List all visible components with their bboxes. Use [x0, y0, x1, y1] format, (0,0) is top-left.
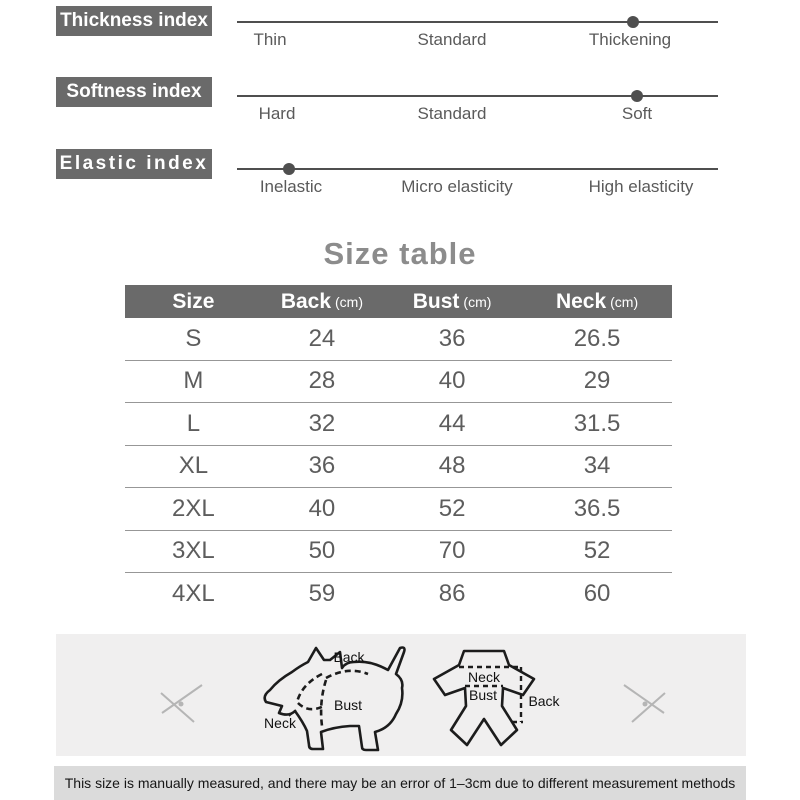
- cell-bust: 36: [438, 324, 466, 352]
- dog-bust-label: Bust: [333, 697, 363, 713]
- elastic-slider-dot: [283, 163, 295, 175]
- cell-bust: 70: [438, 537, 466, 565]
- cell-size: 3XL: [172, 537, 215, 565]
- elastic-slider-track: [237, 168, 718, 170]
- thickness-slider-dot: [627, 16, 639, 28]
- column-header-back: [262, 285, 382, 318]
- cell-size: XL: [178, 452, 209, 480]
- dog-back-label: Back: [333, 649, 365, 665]
- cell-back: 36: [308, 452, 336, 480]
- cell-back: 40: [308, 494, 336, 522]
- cell-bust: 40: [438, 367, 466, 395]
- cell-neck: 36.5: [573, 494, 621, 522]
- table-row-3xl: [125, 531, 672, 574]
- cell-back: 32: [308, 409, 336, 437]
- right-divider-icon: [618, 680, 670, 726]
- column-name: Back: [280, 289, 332, 313]
- elastic-option-micro: Micro elasticity: [401, 177, 513, 196]
- softness-option-standard: Standard: [417, 104, 487, 123]
- thickness-slider-track: [237, 21, 718, 23]
- garment-measurement-diagram: [424, 646, 574, 754]
- garment-neck-label: Neck: [468, 669, 500, 685]
- cell-neck: 31.5: [573, 409, 621, 437]
- elastic-index-label: Elastic index: [56, 149, 212, 179]
- cell-bust: 44: [438, 409, 466, 437]
- table-row-2xl: [125, 488, 672, 531]
- softness-slider-track: [237, 95, 718, 97]
- table-row-m: [125, 361, 672, 404]
- table-row-l: [125, 403, 672, 446]
- softness-index-label: Softness index: [56, 77, 212, 107]
- table-row-s: [125, 318, 672, 361]
- cell-size: L: [186, 409, 201, 437]
- measurement-diagram-panel: [56, 634, 746, 756]
- bust-measure-line: [321, 680, 326, 726]
- measurement-note-text: This size is manually measured, and there may be an error of 1–3cm due to different measurement methods: [64, 775, 736, 791]
- elastic-option-high: High elasticity: [588, 177, 694, 196]
- column-name: Neck: [555, 289, 607, 313]
- cell-neck: 26.5: [573, 324, 621, 352]
- column-header-bust: [382, 285, 522, 318]
- column-header-size: [125, 285, 262, 318]
- thickness-slider: [237, 21, 718, 81]
- size-table: [125, 285, 672, 616]
- column-name: Size: [172, 289, 215, 313]
- cell-size: 4XL: [172, 580, 215, 608]
- dog-measurement-diagram: [256, 640, 432, 752]
- garment-back-label: Back: [528, 693, 560, 709]
- cell-size: M: [183, 367, 204, 395]
- left-divider-icon: [156, 680, 208, 726]
- dog-neck-label: Neck: [264, 715, 296, 731]
- table-row-xl: [125, 446, 672, 489]
- cell-back: 50: [308, 537, 336, 565]
- column-header-neck: [522, 285, 672, 318]
- softness-slider: [237, 95, 718, 155]
- column-name: Bust: [412, 289, 460, 313]
- thickness-option-standard: Standard: [417, 30, 487, 49]
- softness-option-soft: Soft: [621, 104, 653, 123]
- measurement-note-bar: [54, 766, 746, 800]
- column-unit: (cm): [335, 293, 364, 310]
- column-unit: (cm): [610, 293, 639, 310]
- cell-bust: 86: [438, 580, 466, 608]
- cell-neck: 60: [583, 580, 611, 608]
- size-table-header: [125, 285, 672, 318]
- neck-measure-line: [297, 674, 324, 709]
- cell-size: 2XL: [172, 494, 215, 522]
- table-row-4xl: [125, 573, 672, 616]
- column-unit: (cm): [463, 293, 492, 310]
- garment-back-bracket: [512, 667, 523, 722]
- garment-bust-label: Bust: [468, 687, 498, 703]
- cell-neck: 52: [583, 537, 611, 565]
- cell-bust: 48: [438, 452, 466, 480]
- cell-size: S: [185, 324, 202, 352]
- softness-option-hard: Hard: [258, 104, 296, 123]
- elastic-slider: [237, 168, 718, 228]
- thickness-option-thickening: Thickening: [588, 30, 672, 49]
- cell-back: 24: [308, 324, 336, 352]
- back-measure-line: [326, 671, 368, 678]
- size-table-title: Size table: [323, 236, 477, 271]
- cell-back: 28: [308, 367, 336, 395]
- thickness-option-thin: Thin: [253, 30, 287, 49]
- cell-neck: 34: [583, 452, 611, 480]
- thickness-index-label: Thickness index: [56, 6, 212, 36]
- cell-back: 59: [308, 580, 336, 608]
- cell-neck: 29: [583, 367, 611, 395]
- softness-slider-dot: [631, 90, 643, 102]
- elastic-option-inelastic: Inelastic: [259, 177, 323, 196]
- cell-bust: 52: [438, 494, 466, 522]
